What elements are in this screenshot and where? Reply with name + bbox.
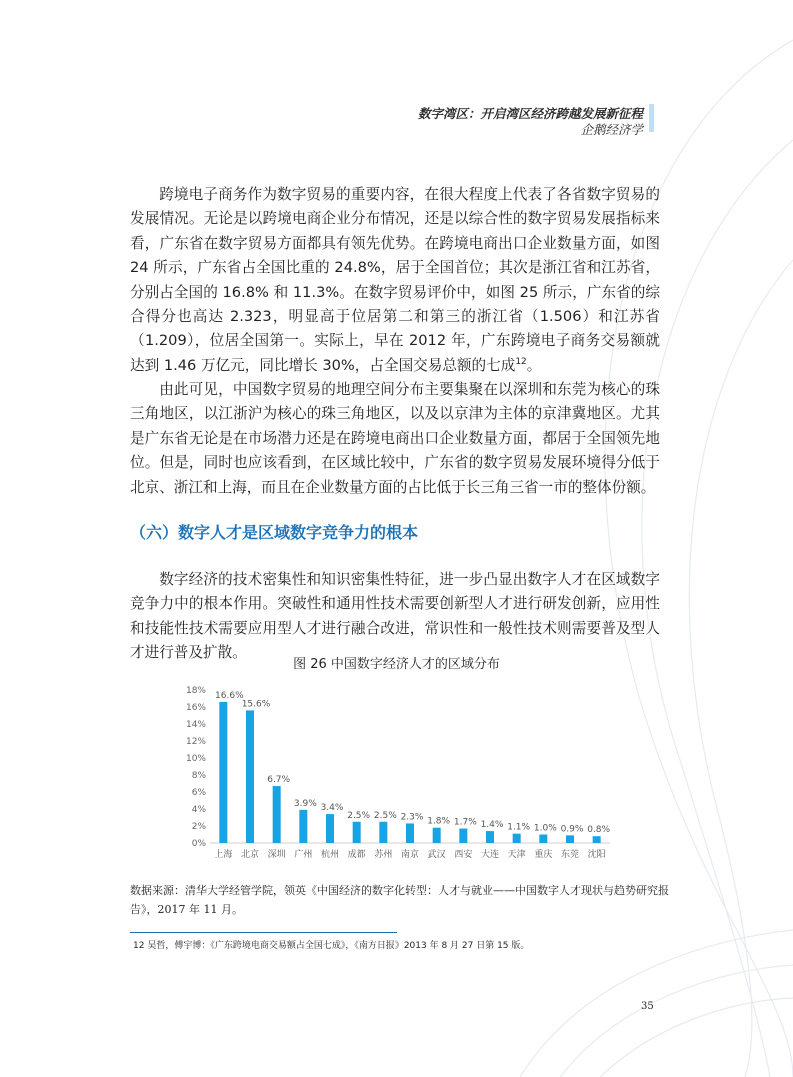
category-label: 南京 (400, 850, 420, 860)
y-tick-label: 10% (185, 754, 206, 764)
bar-chart (178, 680, 618, 865)
bar (326, 814, 334, 843)
paragraph-2: 由此可见，中国数字贸易的地理空间分布主要集聚在以深圳和东莞为核心的珠三角地区，以江浙沪为核心的珠三角地区，以及以京津为主体的京津冀地区。尤其是广东省无论是在市场潜力还是在跨境电商出口企业数量方面，都居于全国领先地位。但是，同时也应该看到，在区域比较中，广东省的数字贸易发展环境得分低于北京、浙江和上海，而且在企业数量方面的占比低于长三角三省一市的整体份额。 (130, 381, 660, 496)
category-label: 苏州 (374, 850, 393, 860)
y-tick-label: 4% (191, 805, 206, 815)
paragraph-1-text: 跨境电子商务作为数字贸易的重要内容，在很大程度上代表了各省数字贸易的发展情况。无论是以跨境电商企业分布情况，还是以综合性的数字贸易发展指标来看，广东省在数字贸易方面都具有领先优势。在跨境电商出口企业数量方面，如图 24 所示，广东省占全国比重的 24.8%，居于全国首位；其次是浙江省和江苏省，分别占全国的 16.8% 和 11.3%。在数字贸易评价中，如图 25 所示，广东省的综合得分也高达 2.323，明显高于位居第二和第三的浙江省（1.506）和江苏省（1.209），位居全国第一。实际上，早在 2012 年，广东跨境电子商务交易额就达到 1.46 万亿元，同比增长 30%，占全国交易总额的七成 (130, 186, 660, 374)
category-label: 西安 (454, 850, 473, 860)
running-header (418, 106, 643, 138)
data-label: 2.5% (347, 810, 371, 821)
data-label: 15.6% (241, 699, 271, 710)
bar (299, 810, 307, 843)
data-label: 3.9% (293, 798, 317, 809)
category-label: 上海 (214, 850, 233, 860)
y-tick-label: 0% (191, 839, 206, 849)
category-label: 大连 (480, 850, 500, 860)
y-tick-label: 12% (185, 737, 206, 747)
bar (246, 710, 254, 843)
data-label: 1.1% (507, 822, 531, 833)
data-source: 数据来源：清华大学经管学院，领英《中国经济的数字化转型：人才与就业——中国数字人才现状与趋势研究报告》，2017 年 11 月。 (130, 884, 669, 916)
page-number: 35 (641, 1001, 654, 1012)
y-tick-label: 8% (191, 771, 206, 781)
bar (459, 829, 467, 843)
y-tick-label: 2% (191, 822, 206, 832)
bar (486, 831, 494, 843)
data-label: 0.9% (560, 824, 584, 835)
bar (406, 823, 414, 843)
y-tick-label: 14% (185, 720, 206, 730)
y-tick-label: 6% (191, 788, 206, 798)
data-label: 1.4% (480, 820, 504, 831)
footnote-ref: 12 (515, 356, 527, 367)
bar (353, 822, 361, 843)
data-label: 1.8% (427, 816, 451, 827)
data-label: 1.7% (453, 817, 477, 828)
bar (379, 822, 387, 843)
bar (539, 835, 547, 844)
bar (566, 835, 574, 843)
category-label: 武汉 (427, 850, 446, 860)
data-label: 3.4% (320, 803, 344, 814)
category-label: 北京 (240, 850, 260, 860)
category-label: 沈阳 (587, 850, 606, 860)
data-label: 2.3% (400, 812, 424, 823)
section-heading: （六）数字人才是区域数字竞争力的根本 (130, 523, 419, 542)
footnote: 12 吴哲，傅宇博：《广东跨境电商交易额占全国七成》，《南方日报》2013 年 8 月 27 日第 15 版。 (133, 941, 530, 951)
data-label: 0.8% (587, 825, 611, 836)
figure-title: 图 26 中国数字经济人才的区域分布 (293, 657, 500, 672)
header-title: 数字湾区：开启湾区经济跨越发展新征程 (417, 106, 643, 121)
header-subtitle: 企鹅经济学 (580, 122, 643, 137)
paragraph-1 (130, 183, 660, 378)
footnote-rule (130, 932, 397, 933)
data-label: 6.7% (267, 775, 291, 786)
category-label: 深圳 (267, 850, 286, 860)
y-tick-label: 16% (185, 703, 206, 713)
paragraph-3: 数字经济的技术密集性和知识密集性特征，进一步凸显出数字人才在区域数字竞争力中的根本作用。突破性和通用性技术需要创新型人才进行研发创新，应用性和技能性技术需要应用型人才进行融合改进，常识性和一般性技术则需要普及型人才进行普及扩散。 (130, 571, 660, 662)
bar (513, 834, 521, 843)
category-label: 成都 (347, 850, 366, 860)
category-label: 东莞 (560, 850, 580, 860)
data-label: 2.5% (373, 810, 397, 821)
y-tick-label: 18% (185, 686, 206, 696)
paragraph-1-tail: 。 (526, 356, 542, 374)
bar (273, 786, 281, 843)
data-label: 16.6% (215, 690, 244, 701)
bar (433, 828, 441, 843)
data-label: 1.0% (533, 823, 557, 834)
category-label: 重庆 (534, 850, 553, 860)
category-label: 天津 (507, 850, 526, 860)
category-label: 广州 (294, 850, 313, 860)
bar (219, 702, 227, 843)
bar (593, 836, 601, 843)
header-accent-bar (649, 104, 654, 132)
category-label: 杭州 (320, 850, 340, 860)
